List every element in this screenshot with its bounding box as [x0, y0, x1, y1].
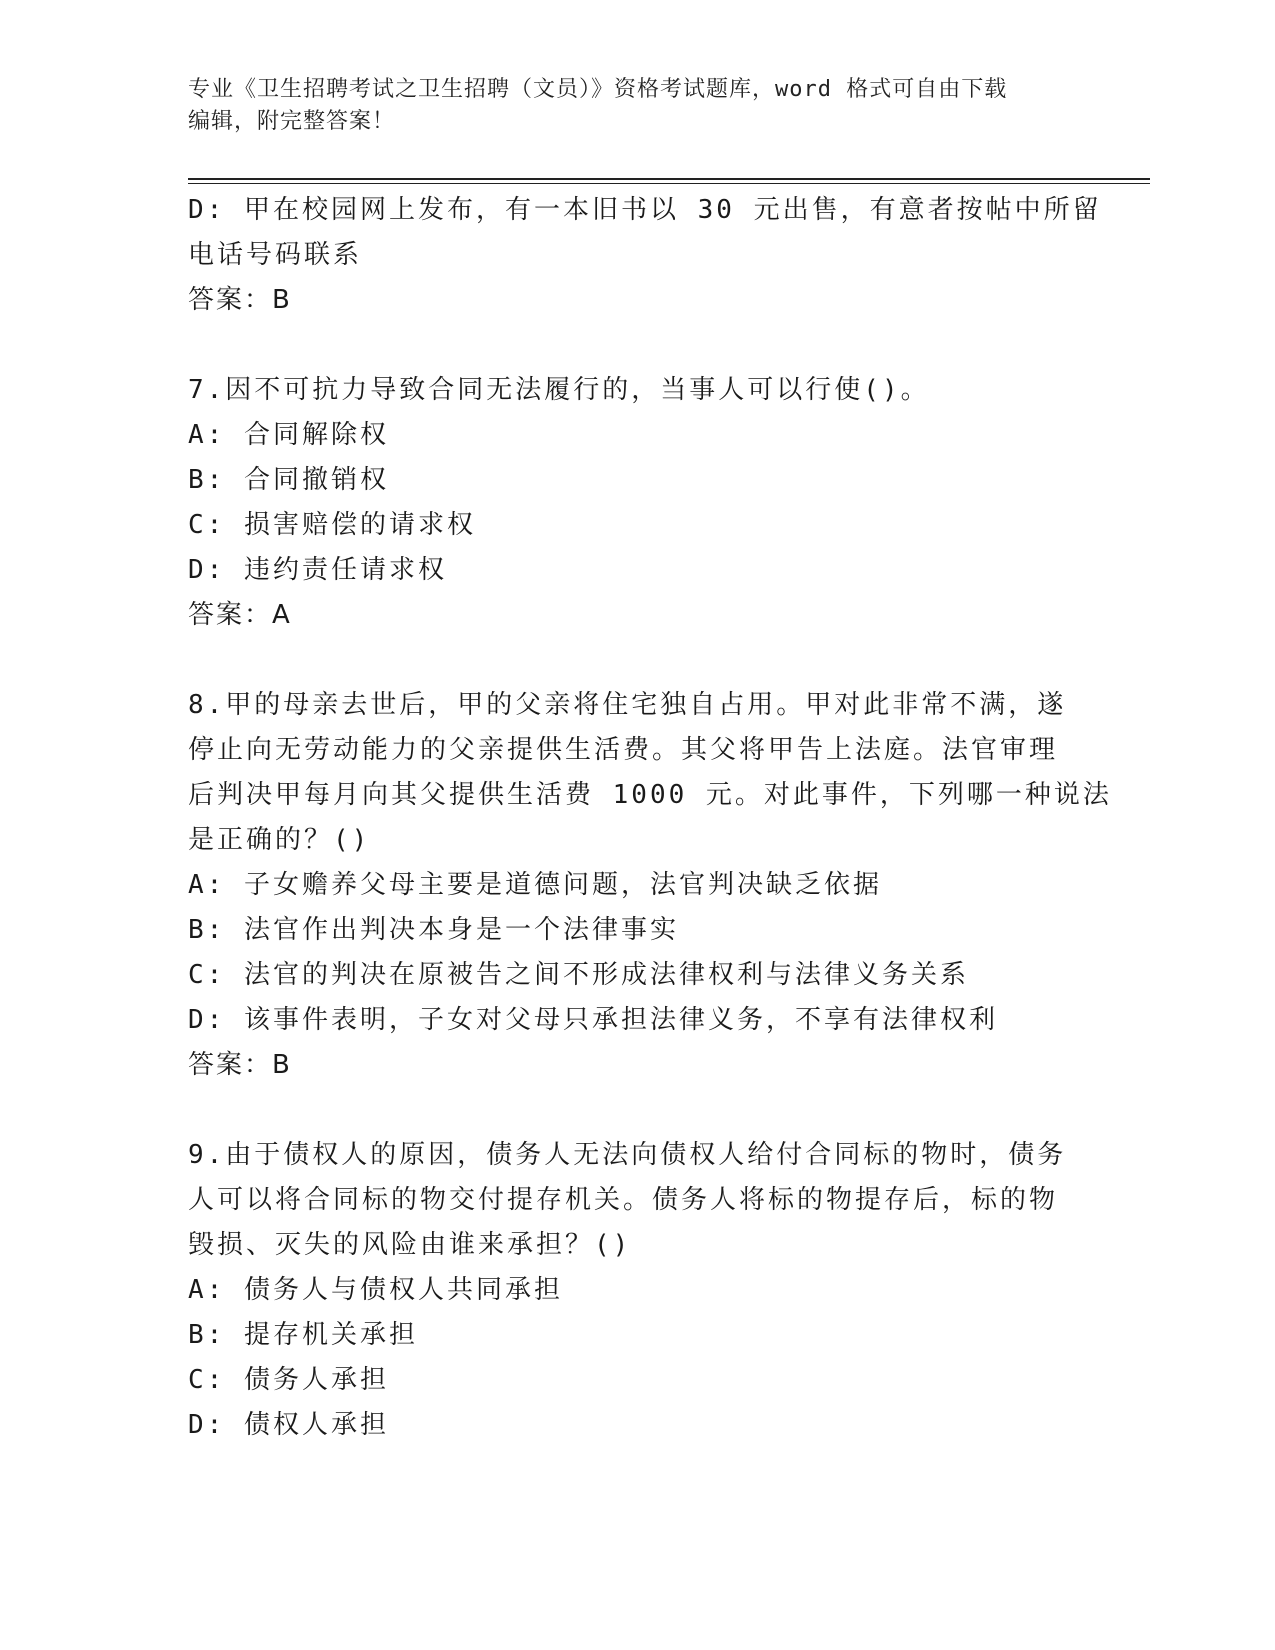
question-stem-continued: 是正确的？()	[188, 825, 371, 855]
option-d: D: 违约责任请求权	[188, 555, 447, 585]
question-stem-continued: 毁损、灭失的风险由谁来承担？()	[188, 1230, 632, 1260]
question-9	[188, 1133, 1088, 1448]
answer-line: 答案：B	[188, 1050, 292, 1080]
header-rule-thick	[188, 178, 1150, 180]
continued-question	[188, 188, 1102, 323]
option-d: D: 债权人承担	[188, 1410, 389, 1440]
option-a: A: 债务人与债权人共同承担	[188, 1275, 563, 1305]
question-stem-continued: 人可以将合同标的物交付提存机关。债务人将标的物提存后，标的物	[188, 1185, 1059, 1215]
question-stem: 9.由于债权人的原因，债务人无法向债权人给付合同标的物时，债务	[188, 1140, 1067, 1170]
question-stem-continued: 后判决甲每月向其父提供生活费 1000 元。对此事件，下列哪一种说法	[188, 780, 1112, 810]
option-d-continued: 电话号码联系	[188, 240, 363, 270]
question-stem-continued: 停止向无劳动能力的父亲提供生活费。其父将甲告上法庭。法官审理	[188, 735, 1059, 765]
question-stem: 7.因不可抗力导致合同无法履行的，当事人可以行使()。	[188, 375, 930, 405]
option-b: B: 提存机关承担	[188, 1320, 418, 1350]
answer-line: 答案：A	[188, 600, 292, 630]
option-b: B: 法官作出判决本身是一个法律事实	[188, 915, 679, 945]
document-header	[188, 74, 1088, 138]
option-a: A: 子女赡养父母主要是道德问题，法官判决缺乏依据	[188, 870, 882, 900]
question-stem: 8.甲的母亲去世后，甲的父亲将住宅独自占用。甲对此非常不满，遂	[188, 690, 1067, 720]
option-b: B: 合同撤销权	[188, 465, 389, 495]
option-c: C: 损害赔偿的请求权	[188, 510, 476, 540]
document-body	[188, 188, 1112, 1448]
option-a: A: 合同解除权	[188, 420, 389, 450]
option-d: D: 该事件表明，子女对父母只承担法律义务，不享有法律权利	[188, 1005, 998, 1035]
question-8	[188, 683, 1112, 1088]
question-7	[188, 368, 1088, 638]
option-c: C: 债务人承担	[188, 1365, 389, 1395]
header-rule-thin	[188, 183, 1150, 184]
header-title-line-1: 专业《卫生招聘考试之卫生招聘（文员）》资格考试题库，word 格式可自由下载	[188, 77, 1008, 102]
option-d: D: 甲在校园网上发布，有一本旧书以 30 元出售，有意者按帖中所留	[188, 195, 1102, 225]
header-title-line-2: 编辑，附完整答案！	[188, 109, 396, 134]
answer-line: 答案：B	[188, 285, 292, 315]
option-c: C: 法官的判决在原被告之间不形成法律权利与法律义务关系	[188, 960, 969, 990]
